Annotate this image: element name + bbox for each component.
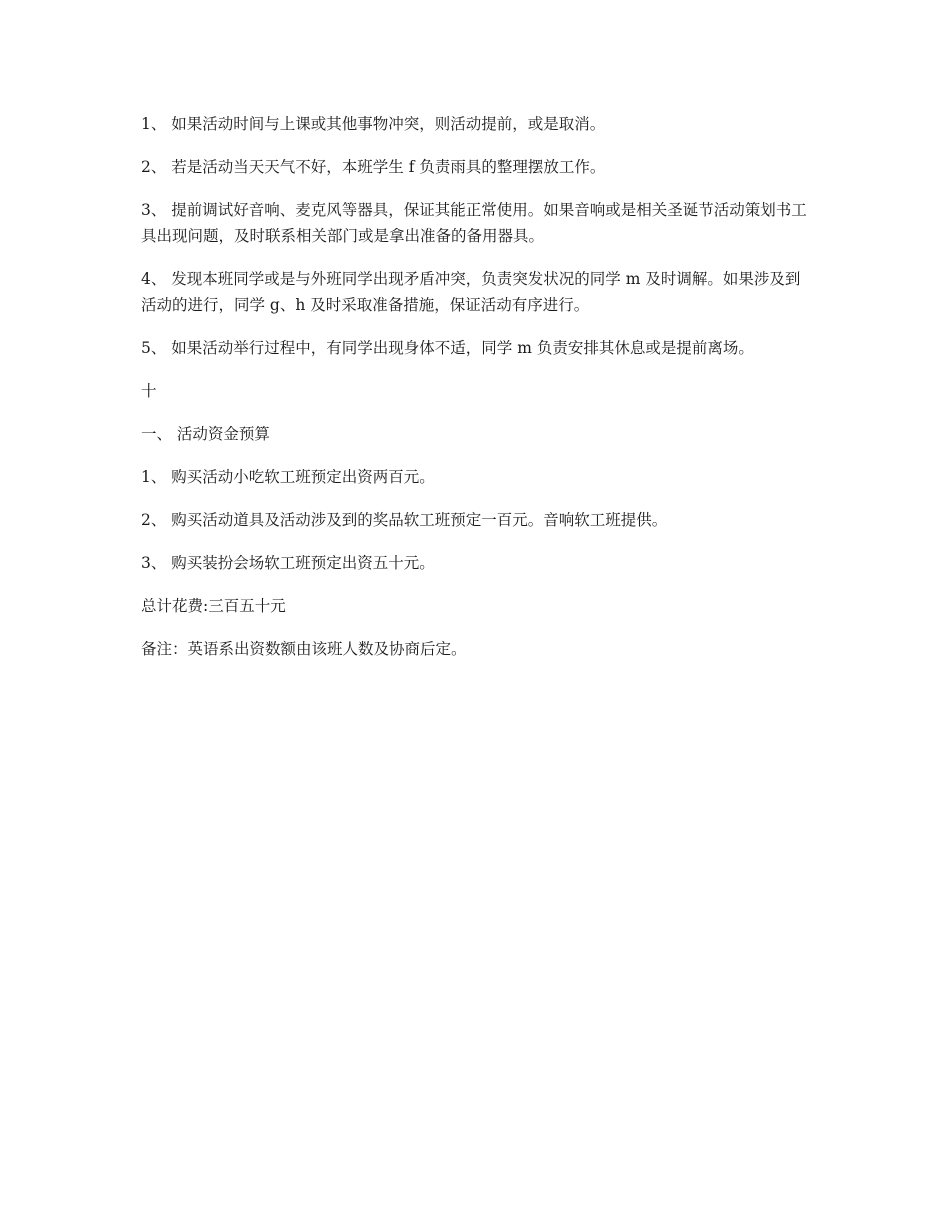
budget-item-3: 3、 购买装扮会场软工班预定出资五十元。 (141, 554, 435, 572)
contingency-item-1: 1、 如果活动时间与上课或其他事物冲突，则活动提前，或是取消。 (141, 115, 606, 133)
budget-item-1: 1、 购买活动小吃软工班预定出资两百元。 (141, 468, 435, 486)
contingency-item-5: 5、 如果活动举行过程中，有同学出现身体不适，同学 m 负责安排其休息或是提前离场。 (141, 339, 754, 357)
contingency-item-2: 2、 若是活动当天天气不好，本班学生 f 负责雨具的整理摆放工作。 (141, 158, 606, 176)
section-number: 十 (141, 382, 157, 400)
budget-item-2: 2、 购买活动道具及活动涉及到的奖品软工班预定一百元。音响软工班提供。 (141, 511, 668, 529)
document-page (141, 111, 811, 679)
contingency-item-4: 4、 发现本班同学或是与外班同学出现矛盾冲突，负责突发状况的同学 m 及时调解。如果涉及到活动的进行，同学 g、h 及时采取准备措施，保证活动有序进行。 (141, 270, 801, 314)
section-title: 一、 活动资金预算 (141, 425, 270, 443)
budget-total: 总计花费:三百五十元 (141, 597, 286, 615)
contingency-item-3: 3、 提前调试好音响、麦克风等器具，保证其能正常使用。如果音响或是相关圣诞节活动策划书工具出现问题，及时联系相关部门或是拿出准备的备用器具。 (141, 201, 807, 245)
budget-note: 备注：英语系出资数额由该班人数及协商后定。 (141, 640, 467, 658)
